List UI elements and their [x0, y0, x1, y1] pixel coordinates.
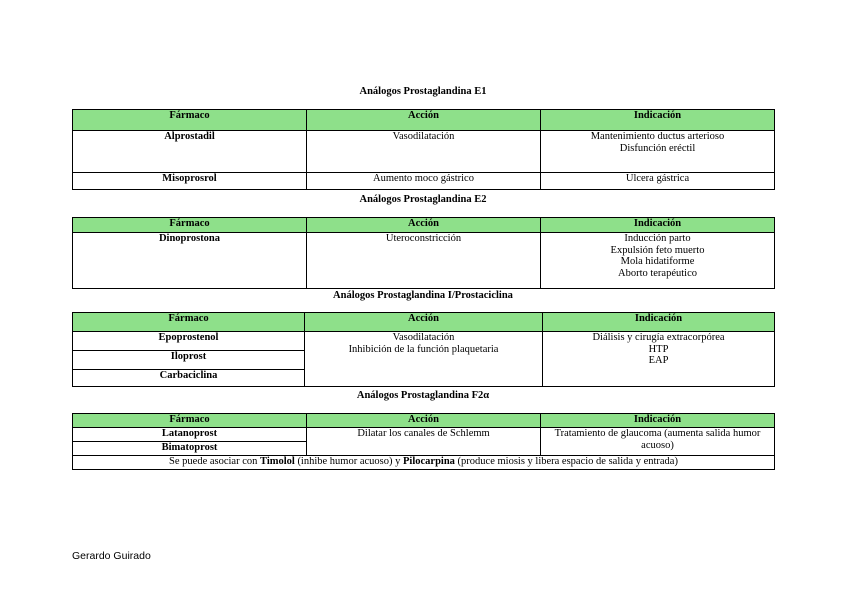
- table-f2a: [72, 413, 775, 470]
- table-e2: [72, 217, 775, 289]
- note-cell: [73, 456, 775, 470]
- farmaco-cell: Carbaciclina: [73, 370, 305, 387]
- header-accion: Acción: [307, 110, 541, 131]
- header-farmaco: Fármaco: [73, 218, 307, 233]
- indicacion-cell: [543, 332, 775, 387]
- accion-cell: Dilatar los canales de Schlemm: [307, 428, 541, 456]
- header-accion: Acción: [305, 313, 543, 332]
- header-accion: Acción: [307, 414, 541, 428]
- indicacion-cell: Tratamiento de glaucoma (aumenta salida humor acuoso): [541, 428, 775, 456]
- header-farmaco: Fármaco: [73, 313, 305, 332]
- farmaco-cell: Alprostadil: [73, 131, 307, 173]
- note-row: [73, 456, 775, 470]
- indicacion-line: Disfunción eréctil: [619, 142, 696, 154]
- table-e1: [72, 109, 775, 190]
- farmaco-cell: Latanoprost: [73, 428, 307, 442]
- indicacion-line: Inducción parto: [624, 233, 691, 244]
- header-accion: Acción: [307, 218, 541, 233]
- table-prostaciclina: [72, 312, 775, 387]
- indicacion-line: Aborto terapéutico: [617, 267, 697, 279]
- note-drug-timolol: Timolol: [260, 456, 295, 467]
- title-f2a: Análogos Prostaglandina F2α: [356, 390, 490, 401]
- indicacion-line: Diálisis y cirugía extracorpórea: [592, 332, 725, 343]
- header-farmaco: Fármaco: [73, 110, 307, 131]
- farmaco-cell: Dinoprostona: [73, 233, 307, 289]
- header-indicacion: Indicación: [541, 110, 775, 131]
- table-row: [73, 131, 775, 173]
- indicacion-line: Mola hidatiforme: [620, 256, 695, 267]
- accion-cell: Aumento moco gástrico: [307, 173, 541, 190]
- farmaco-cell: Epoprostenol: [73, 332, 305, 351]
- accion-line: Vasodilatación: [392, 332, 455, 343]
- header-farmaco: Fármaco: [73, 414, 307, 428]
- note-drug-pilocarpina: Pilocarpina: [403, 456, 455, 467]
- header-indicacion: Indicación: [541, 218, 775, 233]
- accion-cell: Uteroconstricción: [307, 233, 541, 289]
- note-text: Se puede asociar con: [169, 456, 260, 467]
- title-e1: Análogos Prostaglandina E1: [359, 86, 487, 97]
- indicacion-cell: [541, 233, 775, 289]
- title-prostaciclina: Análogos Prostaglandina I/Prostaciclina: [333, 290, 513, 301]
- accion-cell: [305, 332, 543, 387]
- table-row: [73, 173, 775, 190]
- note-text: (inhibe humor acuoso) y: [294, 456, 403, 467]
- farmaco-cell: Misoprosrol: [73, 173, 307, 190]
- indicacion-line: HTP: [648, 343, 669, 355]
- indicacion-line: Mantenimiento ductus arterioso: [590, 131, 725, 142]
- indicacion-line: Expulsión feto muerto: [610, 244, 705, 256]
- table-row: [73, 332, 775, 351]
- indicacion-cell: [541, 131, 775, 173]
- indicacion-cell: Ulcera gástrica: [541, 173, 775, 190]
- table-row: [73, 233, 775, 289]
- header-indicacion: Indicación: [541, 414, 775, 428]
- header-indicacion: Indicación: [543, 313, 775, 332]
- farmaco-cell: Bimatoprost: [73, 442, 307, 456]
- farmaco-cell: Iloprost: [73, 351, 305, 370]
- title-e2: Análogos Prostaglandina E2: [359, 194, 487, 205]
- table-row: [73, 428, 775, 442]
- indicacion-line: EAP: [648, 355, 669, 366]
- accion-cell: Vasodilatación: [307, 131, 541, 173]
- note-text: (produce miosis y libera espacio de salida y entrada): [454, 456, 678, 467]
- accion-line: Inhibición de la función plaquetaria: [348, 343, 499, 355]
- footer-author: Gerardo Guirado: [72, 550, 151, 562]
